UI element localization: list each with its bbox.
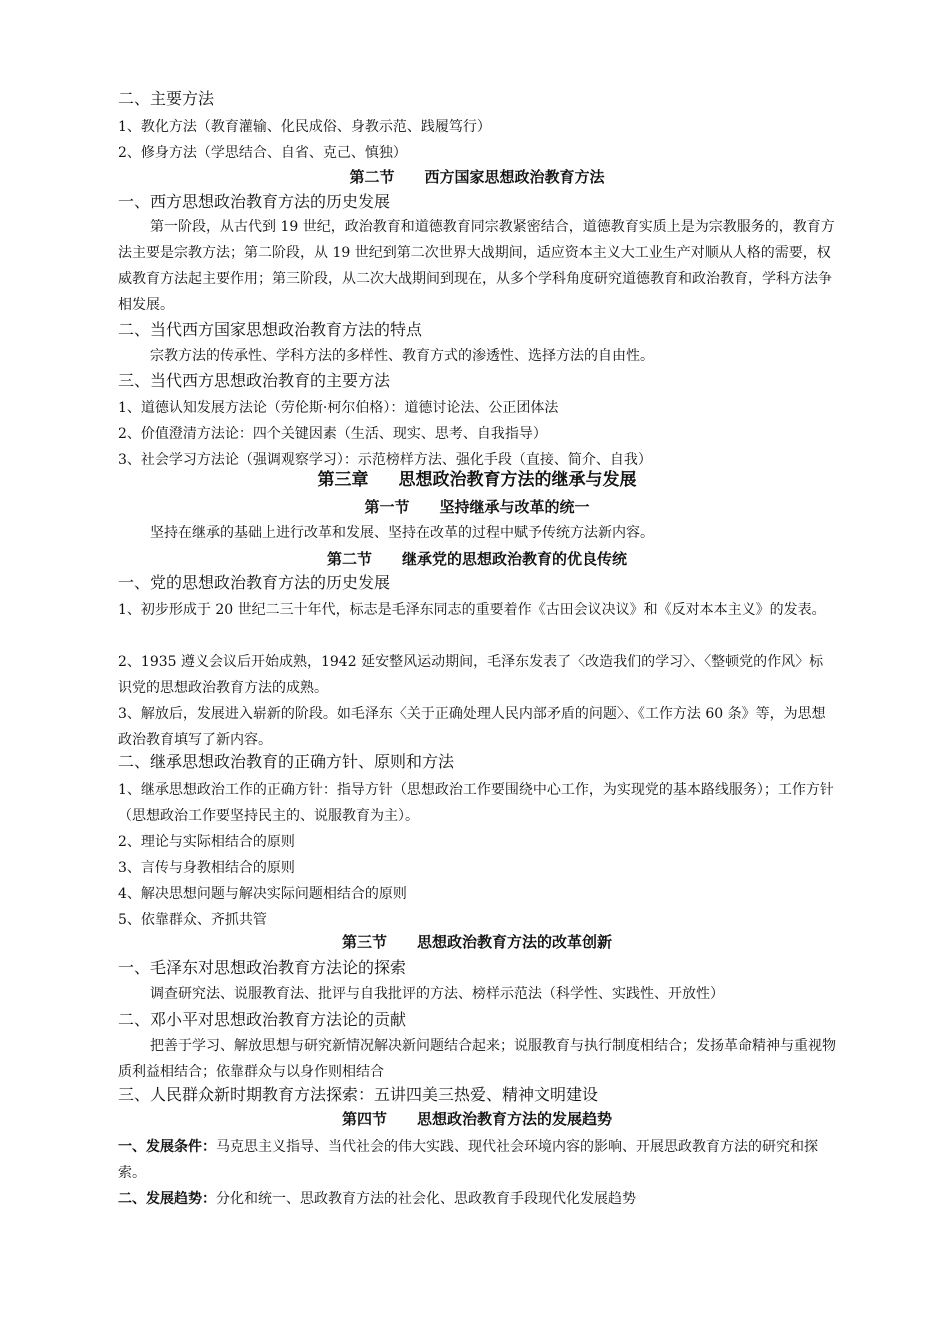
- section-title: 西方国家思想政治教育方法: [424, 168, 605, 186]
- list-item: 1、教化方法（教育灌输、化民成俗、身教示范、践履笃行）: [118, 119, 491, 135]
- section-title: 继承党的思想政治教育的优良传统: [402, 550, 628, 568]
- list-item: 3、社会学习方法论（强调观察学习）：示范榜样方法、强化手段（直接、简介、自我）: [118, 452, 652, 468]
- paragraph-text: 马克思主义指导、当代社会的伟大实践、现代社会环境内容的影响、开展思政教育方法的研究和探索。: [118, 1139, 818, 1181]
- paragraph: [118, 1134, 836, 1186]
- heading-main-methods: 二、主要方法: [118, 89, 215, 108]
- paragraph: 坚持在继承的基础上进行改革和发展、坚持在改革的过程中赋予传统方法新内容。: [150, 525, 654, 541]
- paragraph: 把善于学习、解放思想与研究新情况解决新问题结合起来；说服教育与执行制度相结合；发扬革命精神与重视物质利益相结合；依靠群众与以身作则相结合: [118, 1038, 836, 1080]
- section-heading: [118, 1108, 836, 1130]
- paragraph: 调查研究法、说服教育法、批评与自我批评的方法、榜样示范法（科学性、实践性、开放性）: [150, 986, 724, 1002]
- paragraph: 第一阶段，从古代到 19 世纪，政治教育和道德教育同宗教紧密结合，道德教育实质上是为宗教服务的，教育方法主要是宗教方法；第二阶段，从 19 世纪到第二次世界大战期间，适应资本主义大工业生产对顺从人格的需要，权威教育方法起主要作用；第三阶段，从二次大战期间到现在，从多个学科角度研究道德教育和政治教育，学科方法争相发展。: [118, 219, 835, 313]
- section-heading: [118, 166, 836, 188]
- bold-label: 一、发展条件：: [118, 1139, 216, 1155]
- paragraph-text: 分化和统一、思政教育方法的社会化、思政教育手段现代化发展趋势: [216, 1191, 636, 1207]
- section-number: 第四节: [341, 1110, 387, 1128]
- list-item: 5、依靠群众、齐抓共管: [118, 912, 267, 928]
- subheading: 一、西方思想政治教育方法的历史发展: [118, 192, 391, 211]
- list-item: 2、修身方法（学思结合、自省、克己、慎独）: [118, 145, 407, 161]
- section-number: 第二节: [326, 550, 372, 568]
- section-title: 坚持继承与改革的统一: [439, 498, 590, 516]
- section-title: 思想政治教育方法的发展趋势: [417, 1110, 613, 1128]
- section-number: 第二节: [349, 168, 395, 186]
- bold-label: 二、发展趋势：: [118, 1191, 216, 1207]
- paragraph: 宗教方法的传承性、学科方法的多样性、教育方式的渗透性、选择方法的自由性。: [150, 348, 654, 364]
- section-title: 思想政治教育方法的改革创新: [417, 933, 613, 951]
- subheading: 二、邓小平对思想政治教育方法论的贡献: [118, 1010, 407, 1029]
- subheading: 二、当代西方国家思想政治教育方法的特点: [118, 320, 423, 339]
- paragraph: [118, 1186, 836, 1212]
- list-item: 2、理论与实际相结合的原则: [118, 834, 295, 850]
- section-number: 第一节: [364, 498, 410, 516]
- chapter-number: 第三章: [317, 470, 369, 490]
- subheading: 一、党的思想政治教育方法的历史发展: [118, 573, 391, 592]
- list-item: 3、言传与身教相结合的原则: [118, 860, 295, 876]
- subheading: 二、继承思想政治教育的正确方针、原则和方法: [118, 752, 455, 771]
- list-item: 1、道德认知发展方法论（劳伦斯·柯尔伯格）：道德讨论法、公正团体法: [118, 400, 559, 416]
- subheading: 三、当代西方思想政治教育的主要方法: [118, 371, 391, 390]
- list-item: 1、初步形成于 20 世纪二三十年代，标志是毛泽东同志的重要着作《古田会议决议》和《反对本本主义》的发表。: [118, 602, 826, 618]
- list-item: 2、1935 遵义会议后开始成熟，1942 延安整风运动期间，毛泽东发表了〈改造我们的学习〉、〈整顿党的作风〉标识党的思想政治教育方法的成熟。: [118, 654, 824, 696]
- chapter-heading: [118, 469, 836, 491]
- list-item: 3、解放后，发展进入崭新的阶段。如毛泽东〈关于正确处理人民内部矛盾的问题〉、《工作方法 60 条》等，为思想政治教育填写了新内容。: [118, 706, 826, 748]
- section-number: 第三节: [341, 933, 387, 951]
- section-heading: [118, 931, 836, 953]
- subheading: 一、毛泽东对思想政治教育方法论的探索: [118, 958, 407, 977]
- section-heading: [118, 548, 836, 570]
- subheading: 三、人民群众新时期教育方法探索：五讲四美三热爱、精神文明建设: [118, 1085, 599, 1104]
- chapter-title: 思想政治教育方法的继承与发展: [398, 470, 637, 490]
- list-item: 1、继承思想政治工作的正确方针：指导方针（思想政治工作要围绕中心工作，为实现党的基本路线服务）；工作方针（思想政治工作要坚持民主的、说服教育为主）。: [118, 782, 834, 824]
- list-item: 2、价值澄清方法论：四个关键因素（生活、现实、思考、自我指导）: [118, 426, 547, 442]
- list-item: 4、解决思想问题与解决实际问题相结合的原则: [118, 886, 407, 902]
- section-heading: [118, 496, 836, 518]
